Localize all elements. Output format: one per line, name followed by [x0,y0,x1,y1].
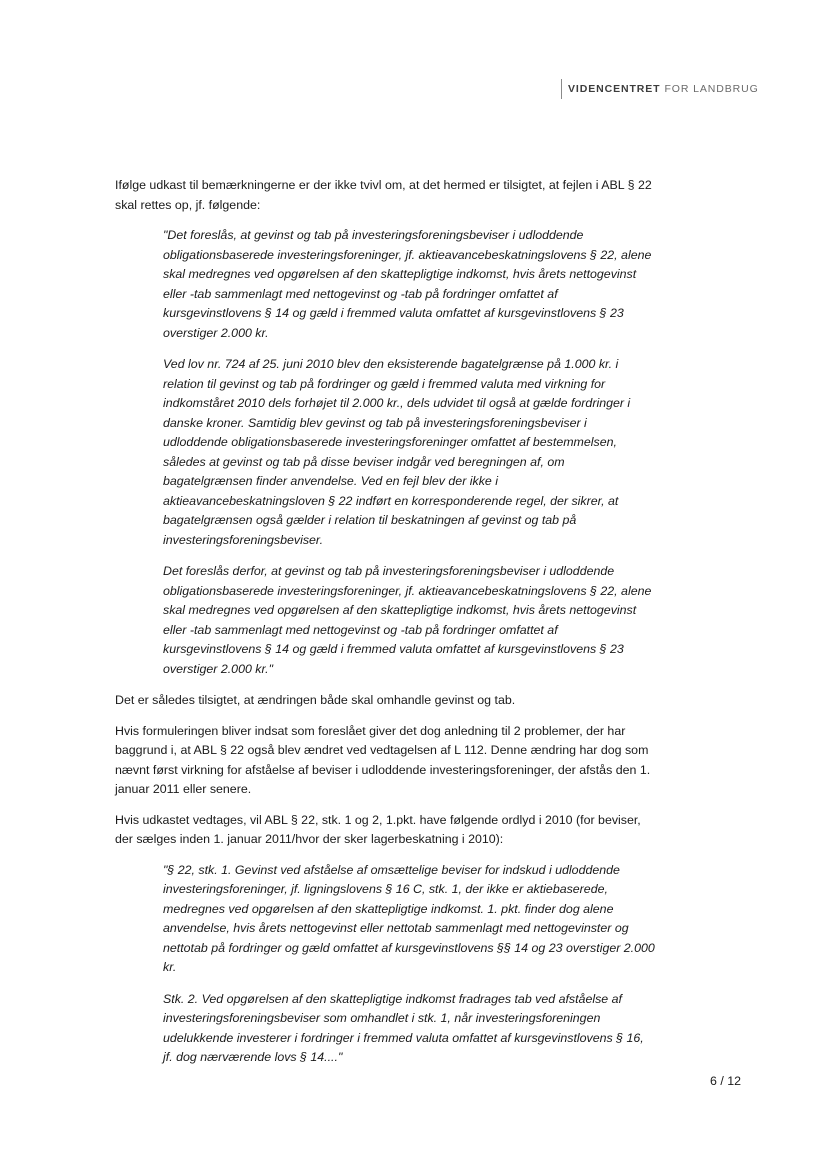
document-body [115,176,655,1080]
quote-paragraph: Ved lov nr. 724 af 25. juni 2010 blev den eksisterende bagatelgrænse på 1.000 kr. i relation til gevinst og tab på fordringer og gæld i fremmed valuta med virkning for indkomståret 2010 dels forhøjet til 2.000 kr., dels udvidet til også at gælde fordringer i danske kroner. Samtidig blev gevinst og tab på investeringsforeningsbeviser i udloddende obligationsbaserede investeringsforeninger omfattet af bestemmelsen, således at gevinst og tab på disse beviser indgår ved beregningen af, om bagatelgrænsen finder anvendelse. Ved en fejl blev der ikke i aktieavancebeskatningsloven § 22 indført en korresponderende regel, der sikrer, at bagatelgrænsen også gælder i relation til beskatningen af gevinst og tab på investeringsforeningsbeviser. [163,357,631,547]
quote-paragraph: Det foreslås derfor, at gevinst og tab på investeringsforeningsbeviser i udloddende obligationsbaserede investeringsforeninger, jf. aktieavancebeskatningslovens § 22, alene skal medregnes ved opgørelsen af den skattepligtige indkomst, hvis årets nettogevinst eller -tab sammenlagt med nettogevinst og -tab på fordringer omfattet af kursgevinstlovens § 14 og gæld i fremmed valuta omfattet af kursgevinstlovens § 23 overstiger 2.000 kr." [163,564,652,676]
quote-paragraph: Stk. 2. Ved opgørelsen af den skattepligtige indkomst fradrages tab ved afståelse af investeringsforeningsbeviser som omhandlet i stk. 1, når investeringsforeningen udelukkende investerer i fordringer i fremmed valuta omfattet af kursgevinstlovens § 16, jf. dog nærværende lovs § 14...." [163,991,644,1064]
quote-paragraph: "§ 22, stk. 1. Gevinst ved afståelse af omsættelige beviser for indskud i udloddende investeringsforeninger, jf. ligningslovens § 16 C, stk. 1, der ikke er aktiebaserede, medregnes ved opgørelsen af den skattepligtige indkomst. 1. pkt. finder dog alene anvendelse, hvis årets nettogevinst eller nettotab sammenlagt med nettogevinster og nettotab på fordringer og gæld omfattet af kursgevinstlovens §§ 14 og 23 overstiger 2.000 kr. [163,862,655,974]
header-org-bold: VIDENCENTRET [568,83,661,95]
block-quote-2 [163,861,655,1068]
block-quote-1 [163,226,655,679]
page-number: 6 / 12 [710,1074,742,1088]
header-org-light: FOR LANDBRUG [664,83,759,95]
page-header [561,79,759,99]
paragraph-wording: Hvis udkastet vedtages, vil ABL § 22, stk. 1 og 2, 1.pkt. have følgende ordlyd i 2010 (for beviser, der sælges inden 1. januar 2011/hvor der sker lagerbeskatning i 2010): [115,812,641,846]
paragraph-intro: Ifølge udkast til bemærkningerne er der ikke tvivl om, at det hermed er tilsigtet, at fejlen i ABL § 22 skal rettes op, jf. følgende: [115,178,652,212]
paragraph-intention: Det er således tilsigtet, at ændringen både skal omhandle gevinst og tab. [115,693,516,707]
quote-paragraph: "Det foreslås, at gevinst og tab på investeringsforeningsbeviser i udloddende obligationsbaserede investeringsforeninger, jf. aktieavancebeskatningslovens § 22, alene skal medregnes ved opgørelsen af den skattepligtige indkomst, hvis årets nettogevinst eller -tab sammenlagt med nettogevinst og -tab på fordringer omfattet af kursgevinstlovens § 14 og gæld i fremmed valuta omfattet af kursgevinstlovens § 23 overstiger 2.000 kr. [163,228,652,340]
paragraph-problems: Hvis formuleringen bliver indsat som foreslået giver det dog anledning til 2 problemer, der har baggrund i, at ABL § 22 også blev ændret ved vedtagelsen af L 112. Denne ændring har dog som nævnt først virkning for afståelse af beviser i udloddende investeringsforeninger, der afstås den 1. januar 2011 eller senere. [115,723,651,796]
